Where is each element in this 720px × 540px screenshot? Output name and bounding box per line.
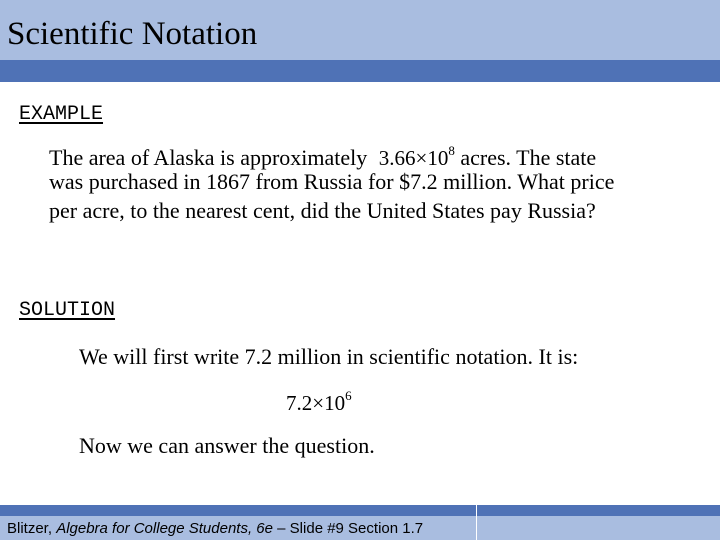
price-math	[286, 383, 352, 418]
solution-label: SOLUTION	[19, 299, 116, 322]
title-accent-bar	[0, 60, 720, 82]
example-line-1-tail: acres. The state	[454, 145, 597, 170]
slide-footer	[7, 519, 423, 539]
solution-line-2: Now we can answer the question.	[79, 433, 375, 458]
example-line-1-text: The area of Alaska is approximately	[49, 145, 368, 170]
alaska-area-exponent: 8	[448, 143, 455, 158]
footer-accent-bar	[0, 505, 720, 516]
footer-divider	[476, 505, 477, 540]
footer-book-title: Algebra for College Students, 6e	[56, 520, 273, 537]
example-label: EXAMPLE	[19, 103, 104, 126]
example-line-2: was purchased in 1867 from Russia for $7.2 million. What price	[49, 169, 615, 194]
example-line-3: per acre, to the nearest cent, did the United States pay Russia?	[49, 198, 596, 223]
price-exponent: 6	[345, 388, 352, 403]
footer-author: Blitzer,	[7, 520, 57, 537]
slide-title: Scientific Notation	[7, 16, 258, 52]
price-mantissa: 7.2×10	[286, 391, 346, 415]
footer-slide-info: – Slide #9 Section 1.7	[273, 520, 424, 537]
alaska-area-mantissa: 3.66×10	[378, 146, 449, 170]
solution-line-1: We will first write 7.2 million in scientific notation. It is:	[79, 344, 579, 369]
